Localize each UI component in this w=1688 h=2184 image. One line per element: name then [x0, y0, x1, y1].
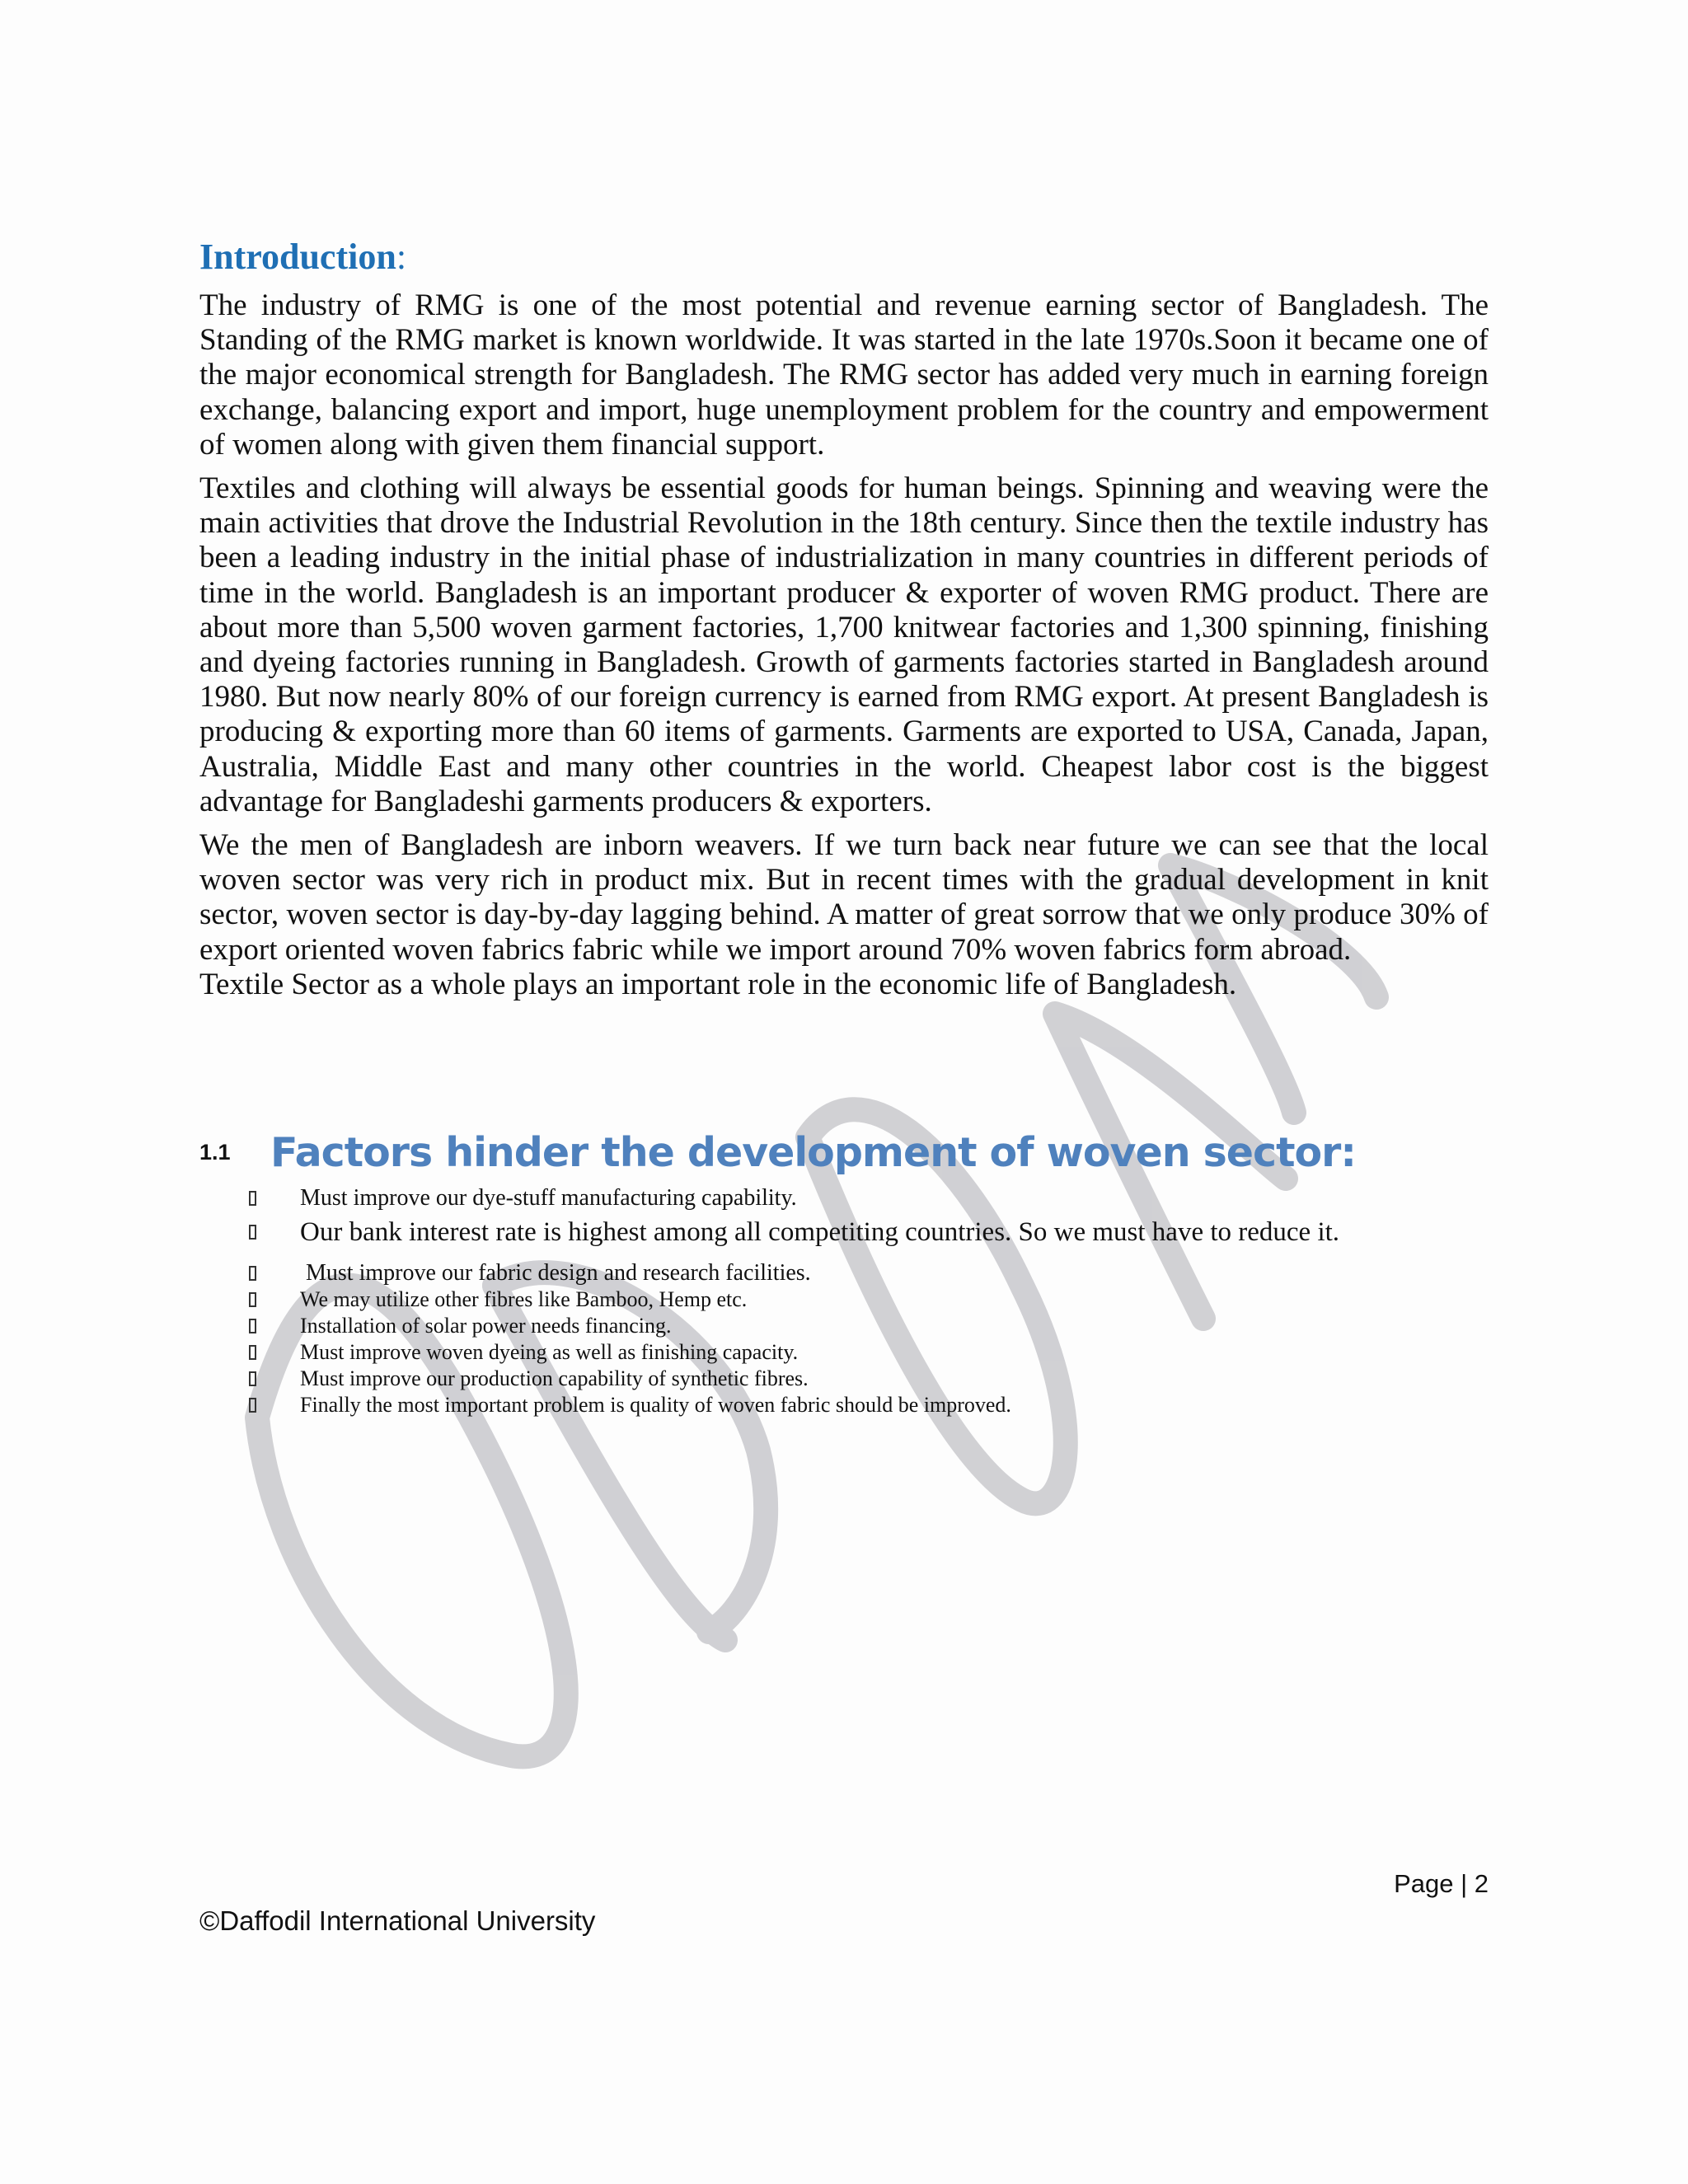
- list-item-text: Must improve woven dyeing as well as finishing capacity.: [300, 1340, 799, 1364]
- title-colon: :: [396, 237, 407, 277]
- copyright-footer: ©Daffodil International University: [199, 1905, 596, 1936]
- list-item-text: Installation of solar power needs financing.: [300, 1314, 672, 1338]
- list-item-text: Must improve our fabric design and research facilities.: [300, 1260, 811, 1286]
- introduction-title: [199, 236, 406, 278]
- bullet-icon: [249, 1371, 256, 1386]
- paragraph: Textiles and clothing will always be essential goods for human beings. Spinning and weaving were the main activities that drove the Industrial Revolution in the 18th century. Since then the textile industry has been a leading industry in the initial phase of industrialization in many countries in different periods of time in the world. Bangladesh is an important producer & exporter of woven RMG product. There are about more than 5,500 woven garment factories, 1,700 knitwear factories and 1,300 spinning, finishing and dyeing factories running in Bangladesh. Growth of garments factories started in Bangladesh around 1980. But now nearly 80% of our foreign currency is earned from RMG export. At present Bangladesh is producing & exporting more than 60 items of garments. Garments are exported to USA, Canada, Japan, Australia, Middle East and many other countries in the world. Cheapest labor cost is the biggest advantage for Bangladeshi garments producers & exporters.: [199, 471, 1489, 818]
- title-text: Introduction: [199, 237, 396, 277]
- list-item-text: We may utilize other fibres like Bamboo, Hemp etc.: [300, 1287, 748, 1311]
- paragraph: We the men of Bangladesh are inborn weavers. If we turn back near future we can see that the local woven sector was very rich in product mix. But in recent times with the gradual development in knit sector, woven sector is day-by-day lagging behind. A matter of great sorrow that we only produce 30% of export oriented woven fabrics fabric while we import around 70% woven fabrics form abroad.: [199, 828, 1489, 967]
- list-item-text: Our bank interest rate is highest among all competiting countries. So we must have to reduce it.: [300, 1217, 1340, 1247]
- bullet-icon: [249, 1191, 256, 1206]
- section-heading: [199, 1129, 1356, 1176]
- list-item-text: Must improve our dye-stuff manufacturing capability.: [300, 1185, 797, 1211]
- bullet-icon: [249, 1398, 256, 1413]
- page-number: Page | 2: [1394, 1869, 1489, 1898]
- section-number: 1.1: [199, 1140, 231, 1165]
- introduction-body: [199, 288, 1489, 1002]
- paragraph: Textile Sector as a whole plays an important role in the economic life of Bangladesh.: [199, 967, 1237, 1001]
- bullet-icon: [249, 1319, 256, 1333]
- bullet-icon: [249, 1266, 256, 1281]
- section-heading-text: Factors hinder the development of woven sector:: [270, 1129, 1356, 1176]
- paragraph: The industry of RMG is one of the most potential and revenue earning sector of Bangladesh. The Standing of the RMG market is known worldwide. It was started in the late 1970s.Soon it became one of the major economical strength for Bangladesh. The RMG sector has added very much in earning foreign exchange, balancing export and import, huge unemployment problem for the country and empowerment of women along with given them financial support.: [199, 288, 1489, 462]
- list-item-text: Must improve our production capability of synthetic fibres.: [300, 1366, 809, 1390]
- bullet-icon: [249, 1345, 256, 1360]
- list-item-text: Finally the most important problem is quality of woven fabric should be improved.: [300, 1393, 1011, 1417]
- bullet-icon: [249, 1292, 256, 1307]
- bullet-icon: [249, 1225, 256, 1240]
